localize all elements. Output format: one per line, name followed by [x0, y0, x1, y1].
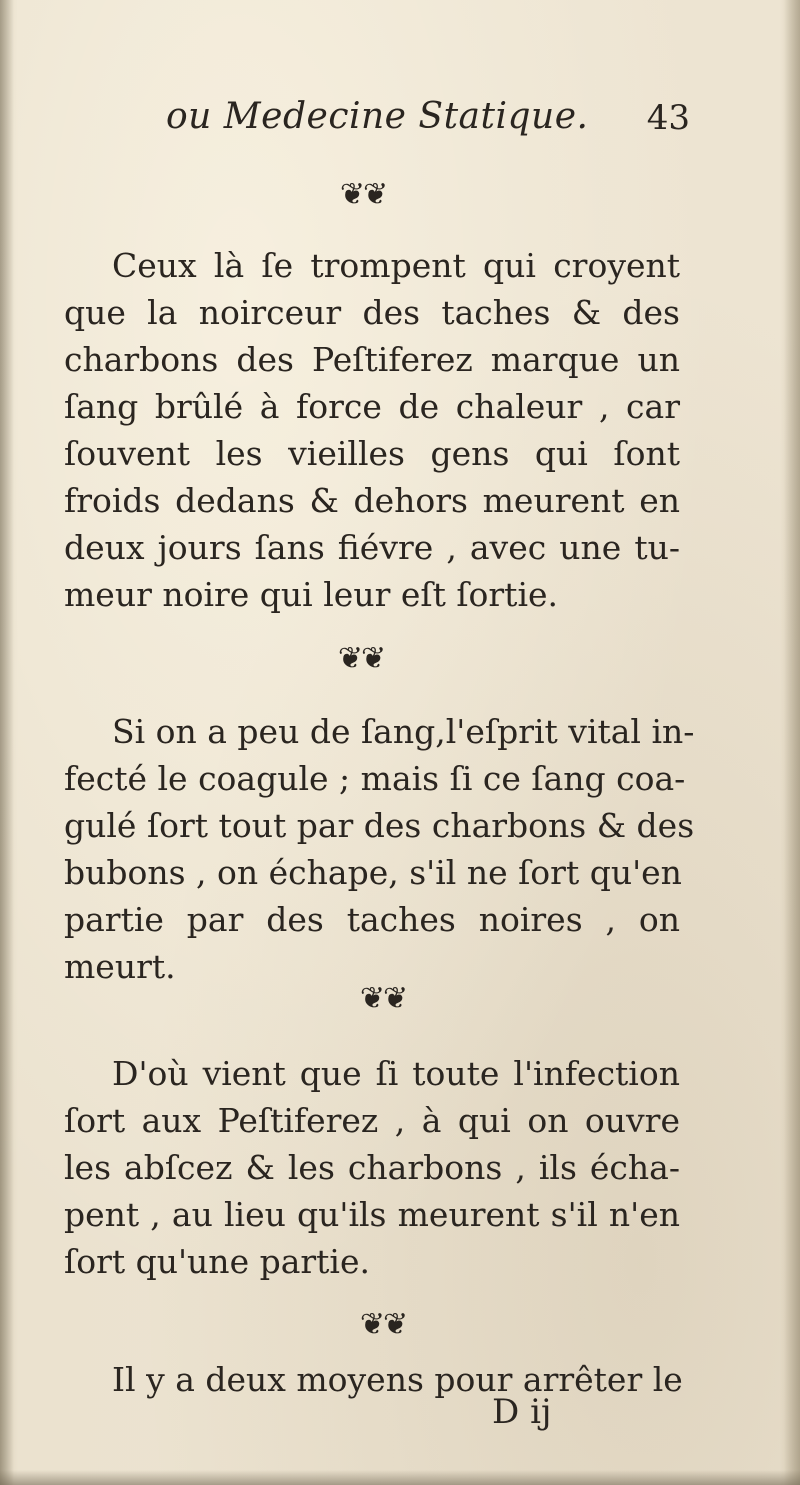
fleuron-ornament-icon: ❦❦ [359, 1307, 407, 1342]
text-line: ſort aux Peſtiferez , à qui on ouvre [64, 1101, 680, 1140]
text-line: deux jours ſans fiévre , avec une tu- [64, 528, 680, 567]
page-edge-right [784, 0, 800, 1485]
text-line: ſang brûlé à force de chaleur , car [64, 387, 680, 426]
text-line: partie par des taches noires , on [64, 900, 680, 939]
page-header [150, 96, 690, 146]
running-title: ou Medecine Statique. [166, 96, 589, 137]
text-line: pent , au lieu qu'ils meurent s'il n'en [64, 1195, 680, 1234]
paragraph-4 [64, 1356, 683, 1403]
text-line: Il y a deux moyens pour arrêter le [112, 1360, 683, 1399]
fleuron-ornament-icon: ❦❦ [359, 981, 407, 1016]
text-line: Si on a peu de ſang,l'eſprit vital in- [112, 712, 695, 751]
gutter-shadow [0, 0, 14, 1485]
fleuron-ornament-icon: ❦❦ [337, 641, 385, 676]
text-line: charbons des Peſtiferez marque un [64, 340, 680, 379]
text-line: fecté le coagule ; mais ſi ce ſang coa- [64, 759, 686, 798]
text-line: les abſcez & les charbons , ils écha- [64, 1148, 680, 1187]
paragraph-2 [64, 708, 695, 990]
text-line: meurt. [64, 947, 176, 986]
page-edge-bottom [0, 1470, 800, 1485]
fleuron-ornament-icon: ❦❦ [339, 177, 387, 212]
text-line: bubons , on échape, s'il ne ſort qu'en [64, 853, 682, 892]
paragraph-1 [64, 242, 680, 618]
text-line: gulé ſort tout par des charbons & des [64, 806, 695, 845]
text-line: ſort qu'une partie. [64, 1242, 370, 1281]
text-line: Ceux là ſe trompent qui croyent [112, 246, 680, 285]
text-line: ſouvent les vieilles gens qui ſont [64, 434, 680, 473]
page-number: 43 [646, 98, 690, 138]
text-line: que la noirceur des taches & des [64, 293, 680, 332]
text-line: meur noire qui leur eſt ſortie. [64, 575, 559, 614]
signature-mark: D ij [492, 1392, 552, 1432]
text-line: D'où vient que ſi toute l'infection [112, 1054, 680, 1093]
paragraph-3 [64, 1050, 680, 1285]
text-line: froids dedans & dehors meurent en [64, 481, 680, 520]
